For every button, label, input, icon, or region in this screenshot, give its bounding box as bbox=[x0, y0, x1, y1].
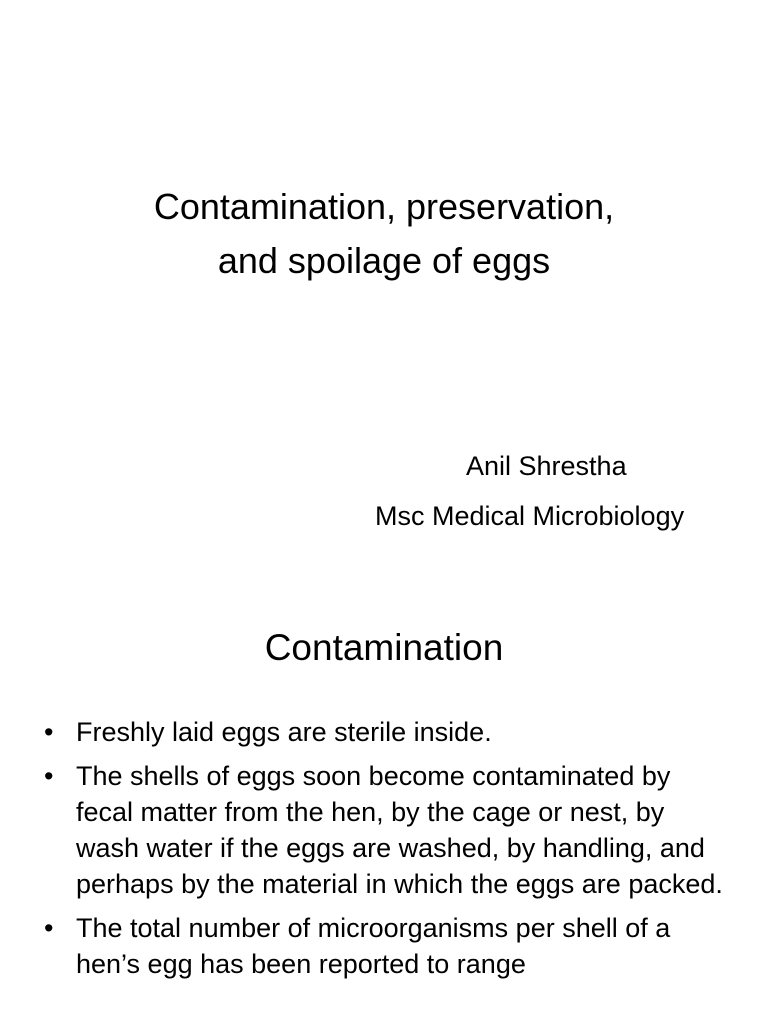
title-line-1: Contamination, preservation, bbox=[153, 186, 615, 227]
bullet-text: Freshly laid eggs are sterile inside. bbox=[76, 717, 492, 747]
list-item bbox=[44, 758, 734, 902]
bullet-icon: • bbox=[44, 761, 54, 791]
author-name: Anil Shrestha bbox=[466, 451, 627, 481]
content-slide bbox=[0, 576, 768, 1024]
bullet-icon: • bbox=[44, 717, 54, 747]
bullet-text: The total number of microorganisms per shell of a hen’s egg has been reported to range bbox=[76, 913, 671, 979]
bullet-icon: • bbox=[44, 913, 54, 943]
presentation-title bbox=[40, 180, 728, 288]
bullet-list bbox=[44, 714, 734, 990]
list-item bbox=[44, 910, 734, 982]
title-line-2: and spoilage of eggs bbox=[217, 240, 551, 281]
author-affiliation: Msc Medical Microbiology bbox=[375, 501, 685, 531]
bullet-text: The shells of eggs soon become contaminated by fecal matter from the hen, by the cage or nest, by wash water if the eggs are washed, by handling, and perhaps by the material in which the eggs are packed. bbox=[76, 761, 723, 899]
list-item bbox=[44, 714, 734, 750]
slide-heading: Contamination bbox=[264, 627, 504, 668]
